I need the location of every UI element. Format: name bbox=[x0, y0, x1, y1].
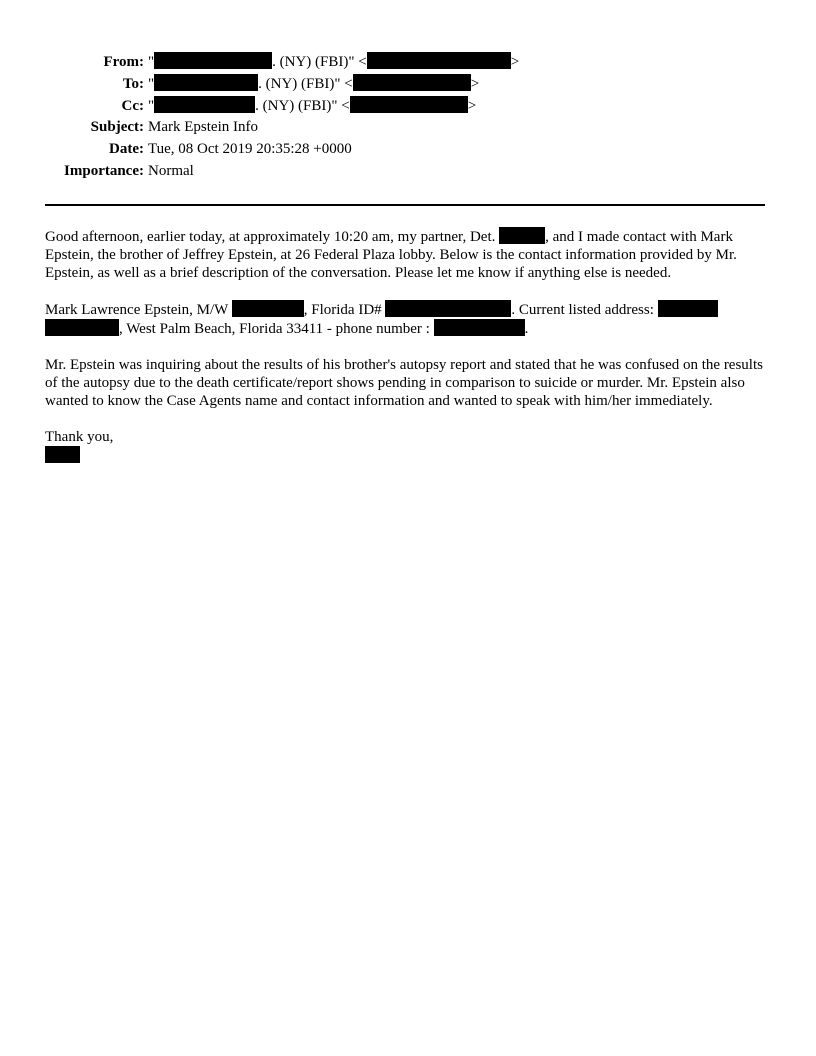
redaction-box bbox=[350, 96, 468, 113]
cc-label: Cc: bbox=[121, 97, 144, 114]
header-divider bbox=[45, 204, 765, 206]
date-value: Tue, 08 Oct 2019 20:35:28 +0000 bbox=[148, 141, 352, 158]
date-label: Date: bbox=[109, 141, 144, 158]
signature-redaction-box bbox=[45, 446, 80, 463]
from-row bbox=[40, 52, 600, 74]
importance-label: Importance: bbox=[64, 162, 144, 179]
redaction-box bbox=[385, 300, 511, 317]
subject-row bbox=[40, 117, 600, 139]
cc-row bbox=[40, 96, 600, 118]
closing-line: Thank you, bbox=[45, 429, 114, 445]
cc-value: " . (NY) (FBI)" < > bbox=[148, 97, 477, 114]
body-paragraph-3: Mr. Epstein was inquiring about the results of his brother's autopsy report and stated that he was confused on the results of the autopsy due to the death certificate/report shows pending in comparison to suicide or murder. Mr. Epstein also wanted to know the Case Agents name and contact information and wanted to speak with him/her immediately. bbox=[45, 357, 763, 409]
importance-value: Normal bbox=[148, 162, 194, 179]
redaction-box bbox=[154, 74, 258, 91]
redaction-box bbox=[154, 96, 255, 113]
redaction-box bbox=[499, 227, 545, 244]
body-paragraph-1: Good afternoon, earlier today, at approximately 10:20 am, my partner, Det. , and I made contact with Mark Epstein, the brother of Jeffrey Epstein, at 26 Federal Plaza lobby. Below is the contact information provided by Mr. Epstein, as well as a brief description of the conversation. Please let me know if anything else is needed. bbox=[45, 229, 737, 281]
redaction-box bbox=[367, 52, 511, 69]
redaction-box bbox=[45, 319, 119, 336]
importance-row bbox=[40, 161, 600, 183]
to-row bbox=[40, 74, 600, 96]
subject-value: Mark Epstein Info bbox=[148, 119, 258, 136]
subject-label: Subject: bbox=[90, 119, 144, 136]
from-label: From: bbox=[103, 54, 144, 70]
redaction-box bbox=[434, 319, 525, 336]
redaction-box bbox=[658, 300, 718, 317]
redaction-box bbox=[154, 52, 272, 69]
from-value: " . (NY) (FBI)" < > bbox=[148, 54, 520, 70]
to-value: " . (NY) (FBI)" < > bbox=[148, 75, 480, 92]
email-header bbox=[40, 52, 600, 183]
redaction-box bbox=[353, 74, 471, 91]
redaction-box bbox=[232, 300, 304, 317]
to-label: To: bbox=[122, 75, 144, 92]
date-row bbox=[40, 139, 600, 161]
body-paragraph-2: Mark Lawrence Epstein, M/W , Florida ID# . Current listed address: , West Palm Beach, Florida 33411 - phone number : . bbox=[45, 300, 767, 338]
email-body bbox=[45, 227, 767, 465]
